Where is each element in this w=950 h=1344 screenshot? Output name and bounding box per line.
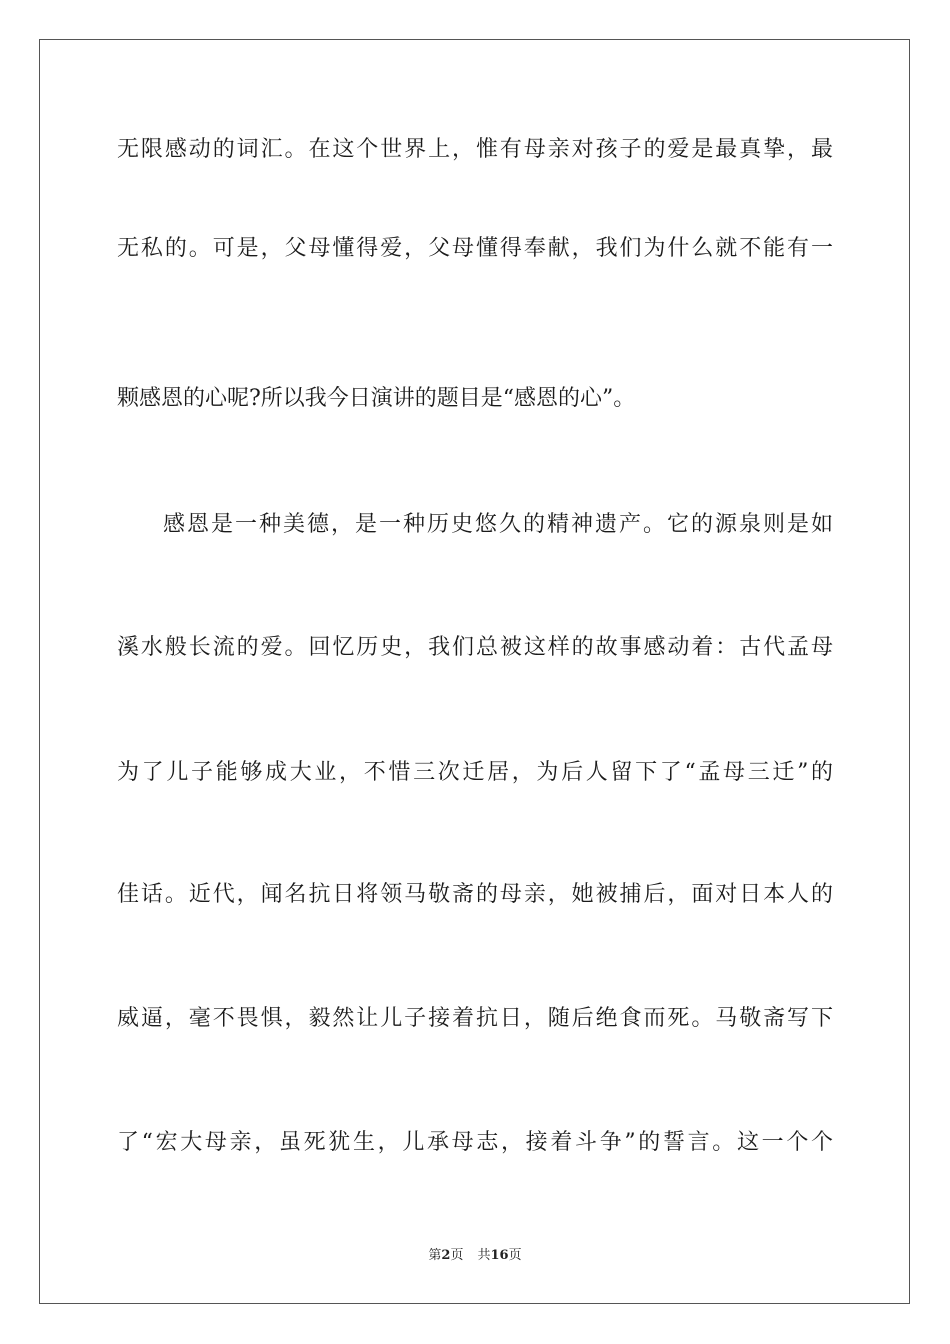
text-line-6: 为了儿子能够成大业，不惜三次迁居，为后人留下了“孟母三迁”的	[117, 760, 833, 785]
text-line-5: 溪水般长流的爱。回忆历史，我们总被这样的故事感动着：古代孟母	[117, 635, 833, 660]
text-line-4: 感恩是一种美德，是一种历史悠久的精神遗产。它的源泉则是如	[163, 512, 833, 537]
text-line-2: 无私的。可是，父母懂得爱，父母懂得奉献，我们为什么就不能有一	[117, 236, 833, 261]
text-line-1: 无限感动的词汇。在这个世界上，惟有母亲对孩子的爱是最真挚，最	[117, 137, 833, 162]
page-border	[39, 39, 910, 1304]
total-label-prefix: 共	[477, 1248, 491, 1263]
page-footer	[0, 1247, 950, 1265]
total-pages: 16	[490, 1248, 509, 1263]
text-line-8: 威逼，毫不畏惧，毅然让儿子接着抗日，随后绝食而死。马敬斋写下	[117, 1006, 833, 1031]
text-line-3: 颗感恩的心呢?所以我今日演讲的题目是“感恩的心”。	[117, 386, 636, 411]
total-label-suffix: 页	[508, 1248, 522, 1263]
text-line-9: 了“宏大母亲，虽死犹生，儿承母志，接着斗争”的誓言。这一个个	[117, 1130, 833, 1155]
page-label-suffix: 页	[450, 1248, 464, 1263]
page-number: 2	[441, 1248, 451, 1263]
page-label-prefix: 第	[428, 1248, 442, 1263]
text-line-7: 佳话。近代，闻名抗日将领马敬斋的母亲，她被捕后，面对日本人的	[117, 882, 833, 907]
